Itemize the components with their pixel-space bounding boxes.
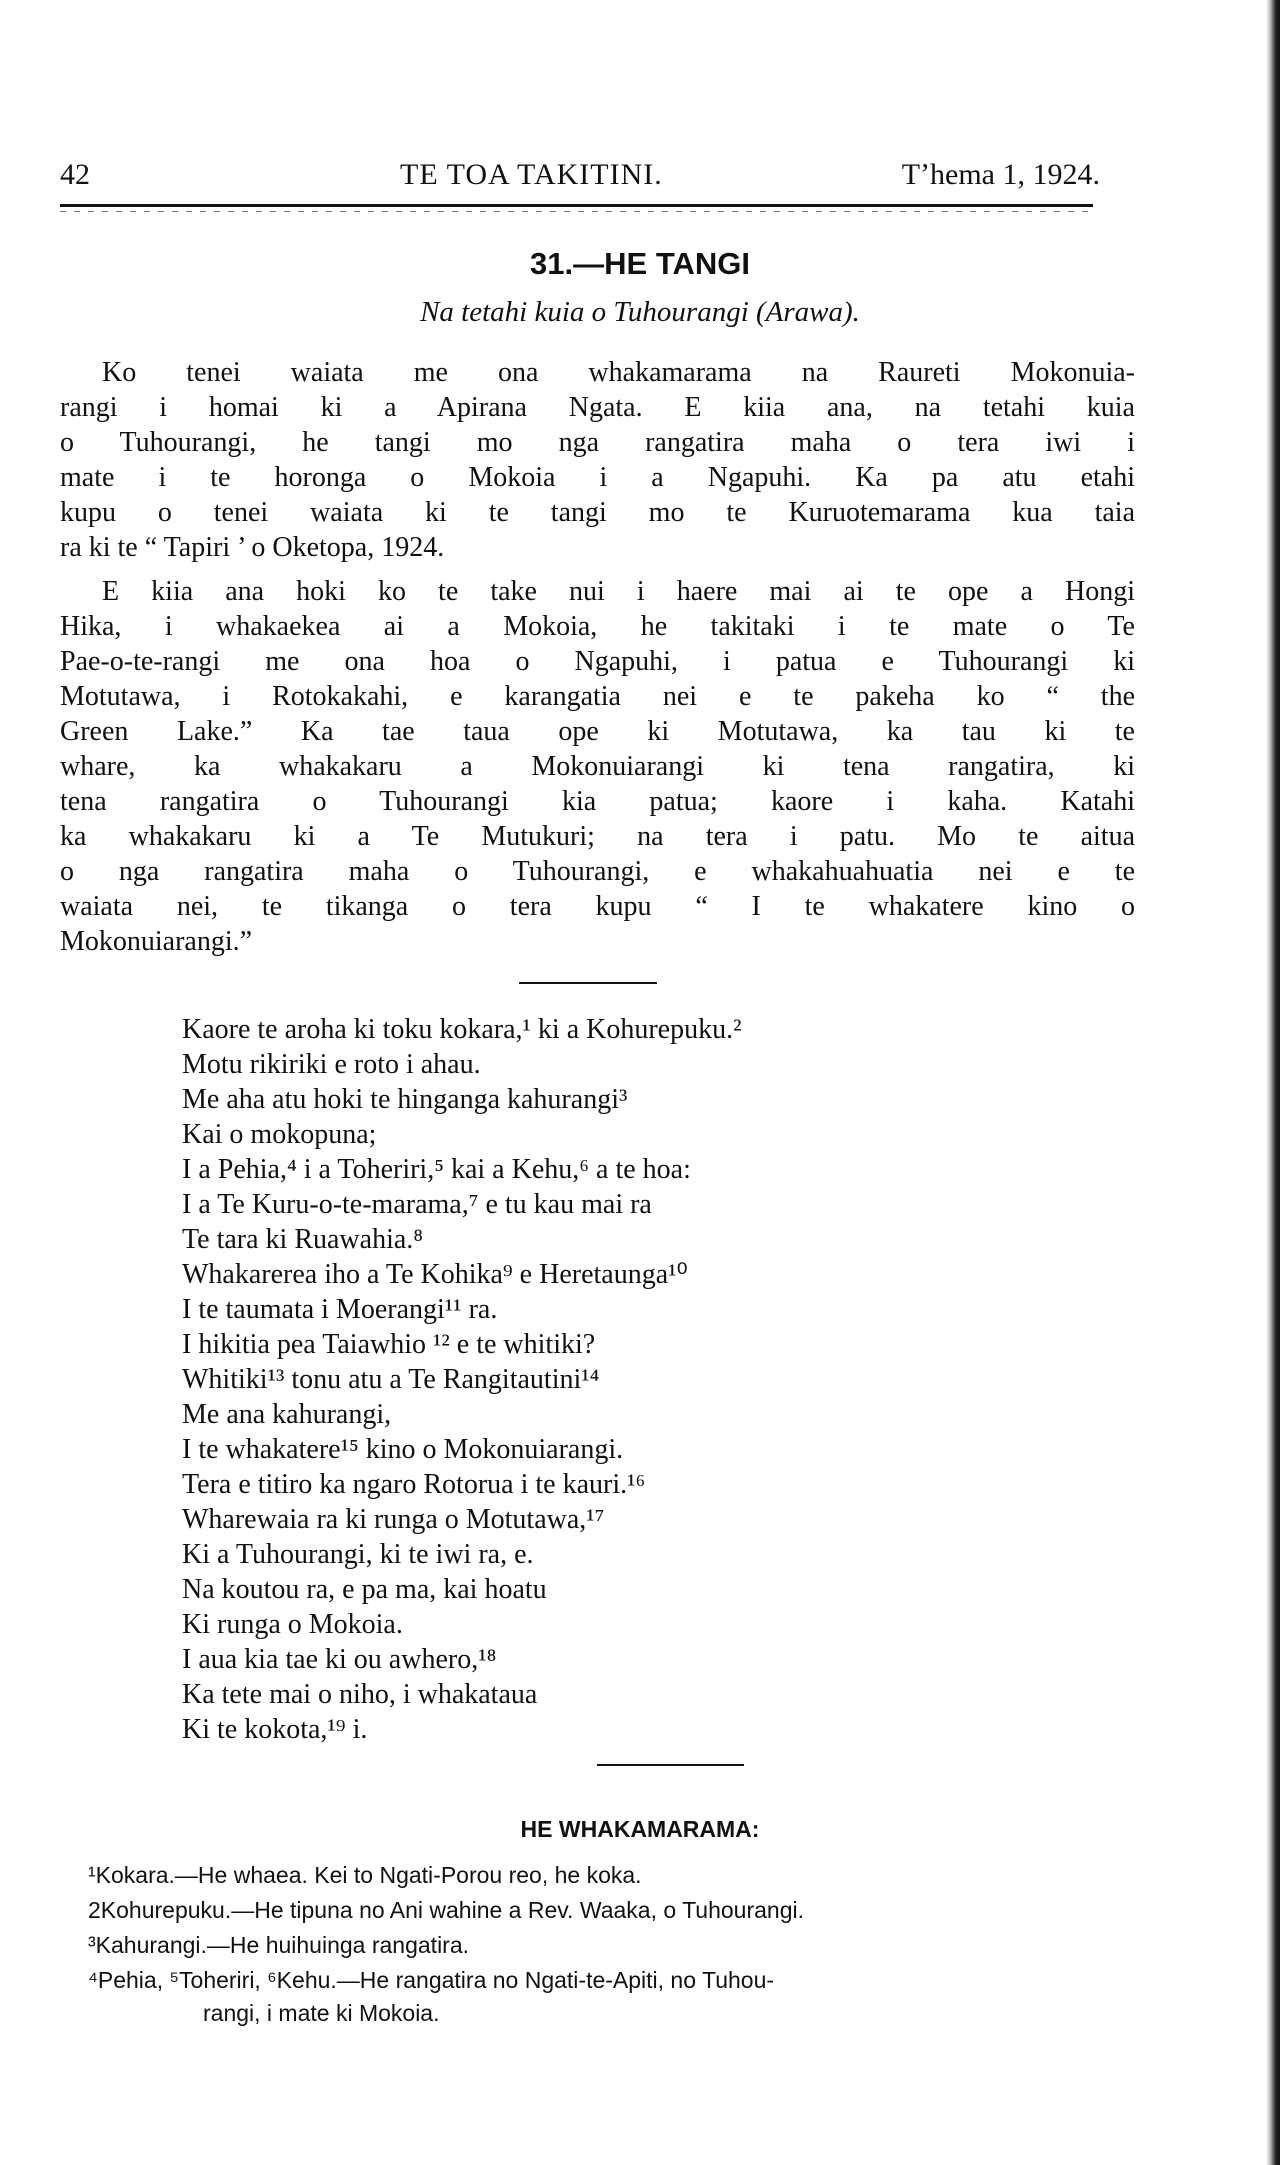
text-line: rangi i homai ki a Apirana Ngata. E kiia ana, na tetahi kuia — [60, 392, 1135, 423]
text-line: waiata nei, te tikanga o tera kupu “ I te whakatere kino o — [60, 891, 1135, 922]
text-line: ra ki te “ Tapiri ’ o Oketopa, 1924. — [60, 532, 445, 563]
section-divider — [519, 982, 657, 984]
poem-line: I te whakatere¹⁵ kino o Mokonuiarangi. — [182, 1434, 624, 1465]
poem-line: I hikitia pea Taiawhio ¹² e te whitiki? — [182, 1329, 596, 1360]
text-line: Ko tenei waiata me ona whakamarama na Raureti Mokonuia- — [102, 357, 1135, 388]
poem-line: Ki runga o Mokoia. — [182, 1609, 403, 1640]
footnote: ⁴Pehia, ⁵Toheriri, ⁶Kehu.—He rangatira no Ngati-te-Apiti, no Tuhou- — [88, 1967, 775, 1993]
poem-line: Ka tete mai o niho, i whakataua — [182, 1679, 538, 1710]
poem-line: Tera e titiro ka ngaro Rotorua i te kauri.¹⁶ — [182, 1469, 646, 1500]
poem-line: Whitiki¹³ tonu atu a Te Rangitautini¹⁴ — [182, 1364, 600, 1395]
song-subtitle: Na tetahi kuia o Tuhourangi (Arawa). — [420, 296, 860, 328]
footnote: ¹Kokara.—He whaea. Kei to Ngati-Porou reo, he koka. — [88, 1862, 642, 1888]
text-line: kupu o tenei waiata ki te tangi mo te Kuruotemarama kua taia — [60, 497, 1135, 528]
page-number: 42 — [60, 158, 90, 191]
footnote: 2Kohurepuku.—He tipuna no Ani wahine a Rev. Waaka, o Tuhourangi. — [88, 1897, 805, 1923]
poem-line: Te tara ki Ruawahia.⁸ — [182, 1224, 424, 1255]
poem-line: I aua kia tae ki ou awhero,¹⁸ — [182, 1644, 497, 1675]
poem-line: I te taumata i Moerangi¹¹ ra. — [182, 1294, 498, 1325]
poem-line: Wharewaia ra ki runga o Motutawa,¹⁷ — [182, 1504, 605, 1535]
header-rule — [60, 204, 1093, 207]
footnote-continuation: rangi, i mate ki Mokoia. — [203, 2000, 440, 2026]
header-rule-dotted — [60, 211, 1093, 212]
text-line: E kiia ana hoki ko te take nui i haere mai ai te ope a Hongi — [102, 576, 1135, 607]
poem-line: I a Te Kuru-o-te-marama,⁷ e tu kau mai ra — [182, 1189, 652, 1220]
poem-line: Ki a Tuhourangi, ki te iwi ra, e. — [182, 1539, 534, 1570]
text-line: ka whakakaru ki a Te Mutukuri; na tera i patu. Mo te aitua — [60, 821, 1135, 852]
poem-line: I a Pehia,⁴ i a Toheriri,⁵ kai a Kehu,⁶ a te hoa: — [182, 1154, 691, 1185]
text-line: whare, ka whakakaru a Mokonuiarangi ki tena rangatira, ki — [60, 751, 1135, 782]
poem-line: Kai o mokopuna; — [182, 1119, 377, 1150]
text-line: Motutawa, i Rotokakahi, e karangatia nei e te pakeha ko “ the — [60, 681, 1135, 712]
poem — [182, 1012, 742, 1747]
poem-line: Me ana kahurangi, — [182, 1399, 392, 1430]
text-line: mate i te horonga o Mokoia i a Ngapuhi. Ka pa atu etahi — [60, 462, 1135, 493]
intro-paragraph-1 — [60, 355, 1135, 565]
text-line: Green Lake.” Ka tae taua ope ki Motutawa, ka tau ki te — [60, 716, 1135, 747]
poem-line: Kaore te aroha ki toku kokara,¹ ki a Kohurepuku.² — [182, 1014, 742, 1045]
poem-line: Motu rikiriki e roto i ahau. — [182, 1049, 481, 1080]
song-title: 31.—HE TANGI — [530, 246, 750, 281]
journal-title: TE TOA TAKITINI. — [400, 158, 663, 191]
text-line: Pae-o-te-rangi me ona hoa o Ngapuhi, i patua e Tuhourangi ki — [60, 646, 1135, 677]
footnotes — [88, 1858, 804, 2028]
poem-line: Na koutou ra, e pa ma, kai hoatu — [182, 1574, 547, 1605]
text-line: tena rangatira o Tuhourangi kia patua; kaore i kaha. Katahi — [60, 786, 1135, 817]
text-line: Mokonuiarangi.” — [60, 926, 253, 957]
intro-paragraph-2 — [60, 574, 1135, 959]
poem-line: Whakarerea iho a Te Kohika⁹ e Heretaunga¹⁰ — [182, 1259, 688, 1290]
notes-heading: HE WHAKAMARAMA: — [520, 1816, 760, 1842]
page-edge-shadow — [1266, 0, 1280, 2165]
footnote: ³Kahurangi.—He huihuinga rangatira. — [88, 1932, 470, 1958]
poem-line: Me aha atu hoki te hinganga kahurangi³ — [182, 1084, 628, 1115]
section-divider — [597, 1764, 744, 1766]
text-line: o nga rangatira maha o Tuhourangi, e whakahuahuatia nei e te — [60, 856, 1135, 887]
text-line: o Tuhourangi, he tangi mo nga rangatira maha o tera iwi i — [60, 427, 1135, 458]
text-line: Hika, i whakaekea ai a Mokoia, he takitaki i te mate o Te — [60, 611, 1135, 642]
issue-date: Tʼhema 1, 1924. — [901, 158, 1100, 191]
running-header — [60, 158, 1135, 198]
poem-line: Ki te kokota,¹⁹ i. — [182, 1714, 368, 1745]
